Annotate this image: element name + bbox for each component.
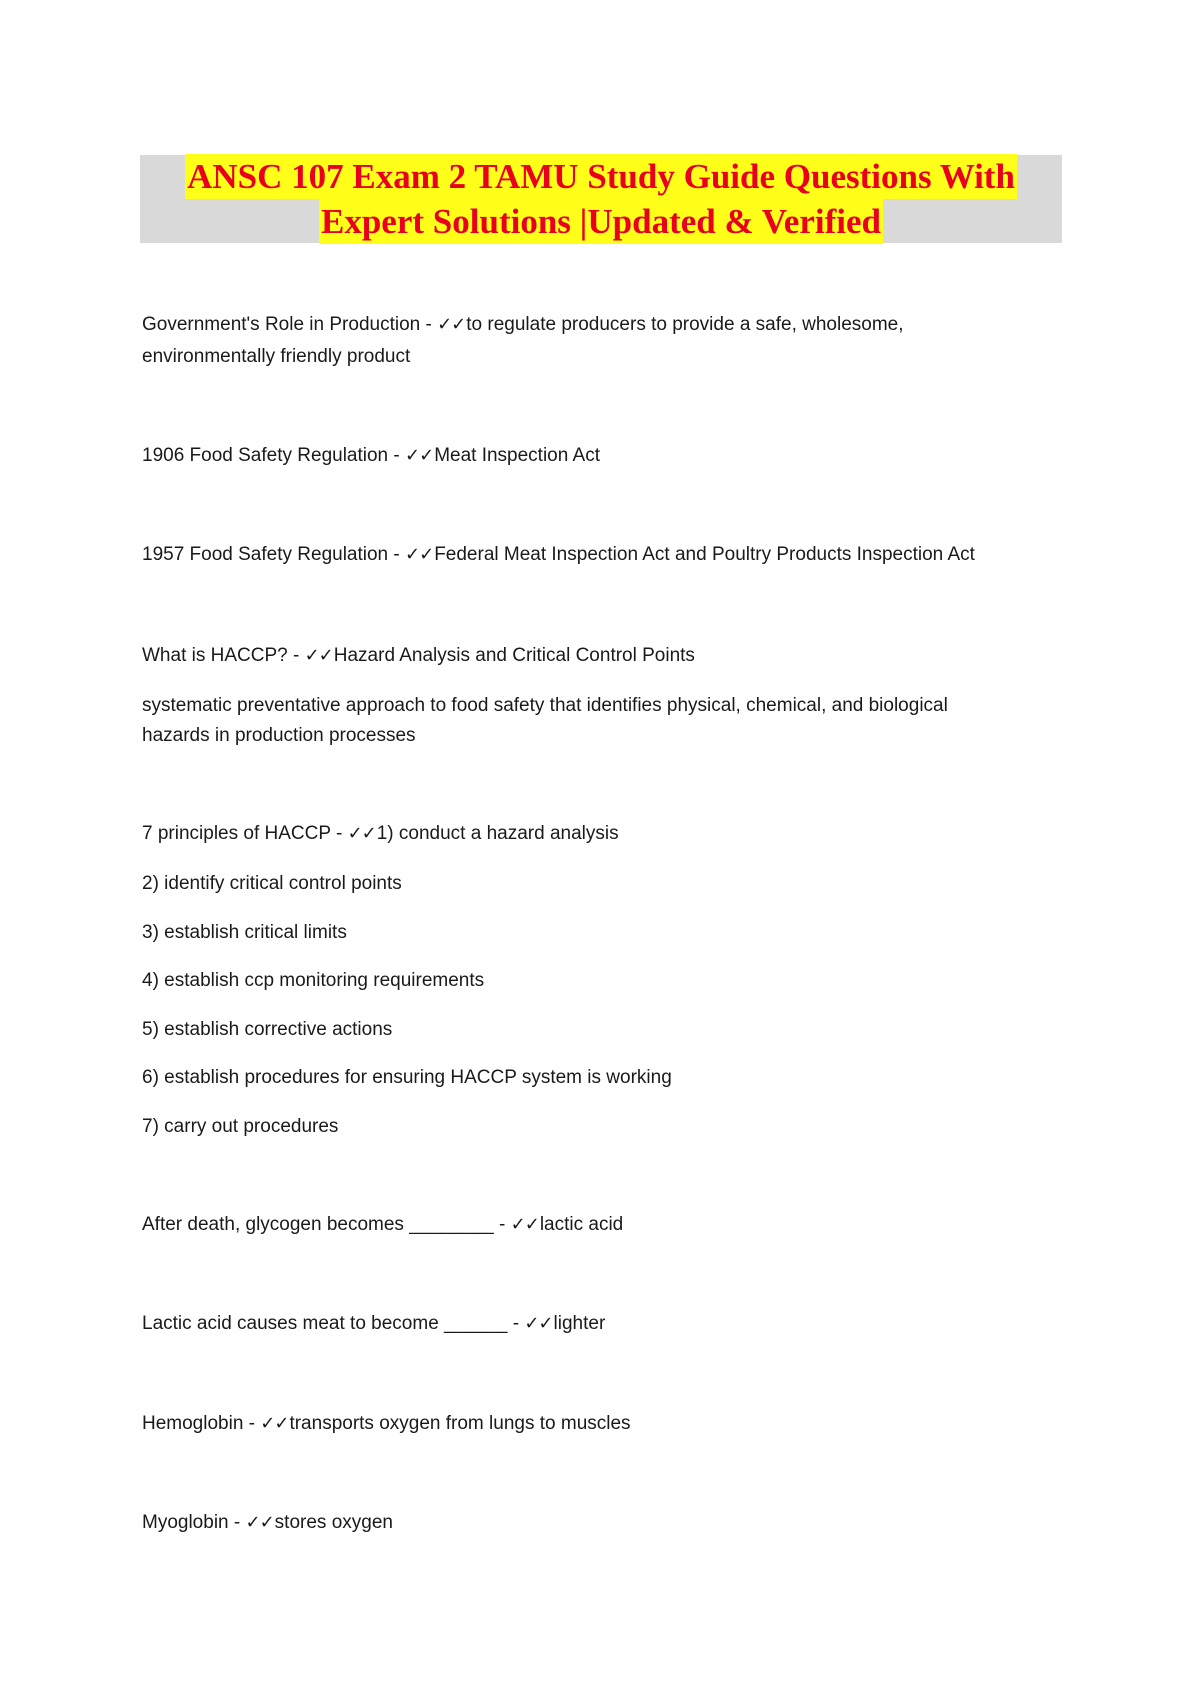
entry-continuation: 3) establish critical limits: [142, 922, 347, 943]
entry-line: [142, 1409, 631, 1439]
title-banner: [140, 155, 1062, 243]
entry-continuation: 7) carry out procedures: [142, 1116, 339, 1137]
double-check-icon: ✓✓: [510, 1214, 539, 1235]
double-check-icon: ✓✓: [524, 1313, 553, 1334]
entry-answer: lactic acid: [539, 1214, 624, 1235]
double-check-icon: ✓✓: [260, 1413, 289, 1434]
entry-answer: Meat Inspection Act: [434, 445, 601, 466]
entry-answer: Federal Meat Inspection Act and Poultry Products Inspection Act: [434, 544, 975, 565]
entry-line: [142, 1210, 623, 1240]
entry-answer: stores oxygen: [274, 1512, 393, 1533]
double-check-icon: ✓✓: [405, 544, 434, 565]
entry-line: [142, 441, 600, 471]
entry-line: [142, 1508, 393, 1538]
double-check-icon: ✓✓: [405, 445, 434, 466]
entry-continuation: 6) establish procedures for ensuring HACCP system is working: [142, 1067, 672, 1088]
document-title-line-2: Expert Solutions |Updated & Verified: [319, 199, 883, 244]
entry-term: Myoglobin -: [142, 1512, 246, 1533]
entry-continuation: 5) establish corrective actions: [142, 1019, 393, 1040]
entry-line: [142, 641, 695, 671]
entry-line: [142, 310, 904, 340]
double-check-icon: ✓✓: [245, 1512, 274, 1533]
entry-continuation: hazards in production processes: [142, 725, 416, 746]
entry-continuation: environmentally friendly product: [142, 346, 411, 367]
entry-answer: 1) conduct a hazard analysis: [376, 823, 619, 844]
entry-continuation: systematic preventative approach to food safety that identifies physical, chemical, and biological: [142, 695, 948, 716]
entry-answer: Hazard Analysis and Critical Control Points: [333, 645, 695, 666]
entry-answer: lighter: [553, 1313, 606, 1334]
double-check-icon: ✓✓: [347, 823, 376, 844]
entry-term: Lactic acid causes meat to become ______ -: [142, 1313, 525, 1334]
entry-term: 1957 Food Safety Regulation -: [142, 544, 406, 565]
document-title-line-1: ANSC 107 Exam 2 TAMU Study Guide Questions With: [185, 154, 1017, 199]
entry-term: 7 principles of HACCP -: [142, 823, 348, 844]
entry-line: [142, 819, 619, 849]
entry-term: After death, glycogen becomes ________ -: [142, 1214, 511, 1235]
entry-answer: to regulate producers to provide a safe, wholesome,: [466, 314, 904, 335]
entry-line: [142, 540, 975, 570]
double-check-icon: ✓✓: [304, 645, 333, 666]
entry-term: What is HACCP? -: [142, 645, 305, 666]
entry-term: Hemoglobin -: [142, 1413, 261, 1434]
entry-continuation: 4) establish ccp monitoring requirements: [142, 970, 485, 991]
entry-line: [142, 1309, 605, 1339]
entry-term: 1906 Food Safety Regulation -: [142, 445, 406, 466]
entry-continuation: 2) identify critical control points: [142, 873, 402, 894]
entry-term: Government's Role in Production -: [142, 314, 438, 335]
entry-answer: transports oxygen from lungs to muscles: [289, 1413, 631, 1434]
double-check-icon: ✓✓: [437, 314, 466, 335]
